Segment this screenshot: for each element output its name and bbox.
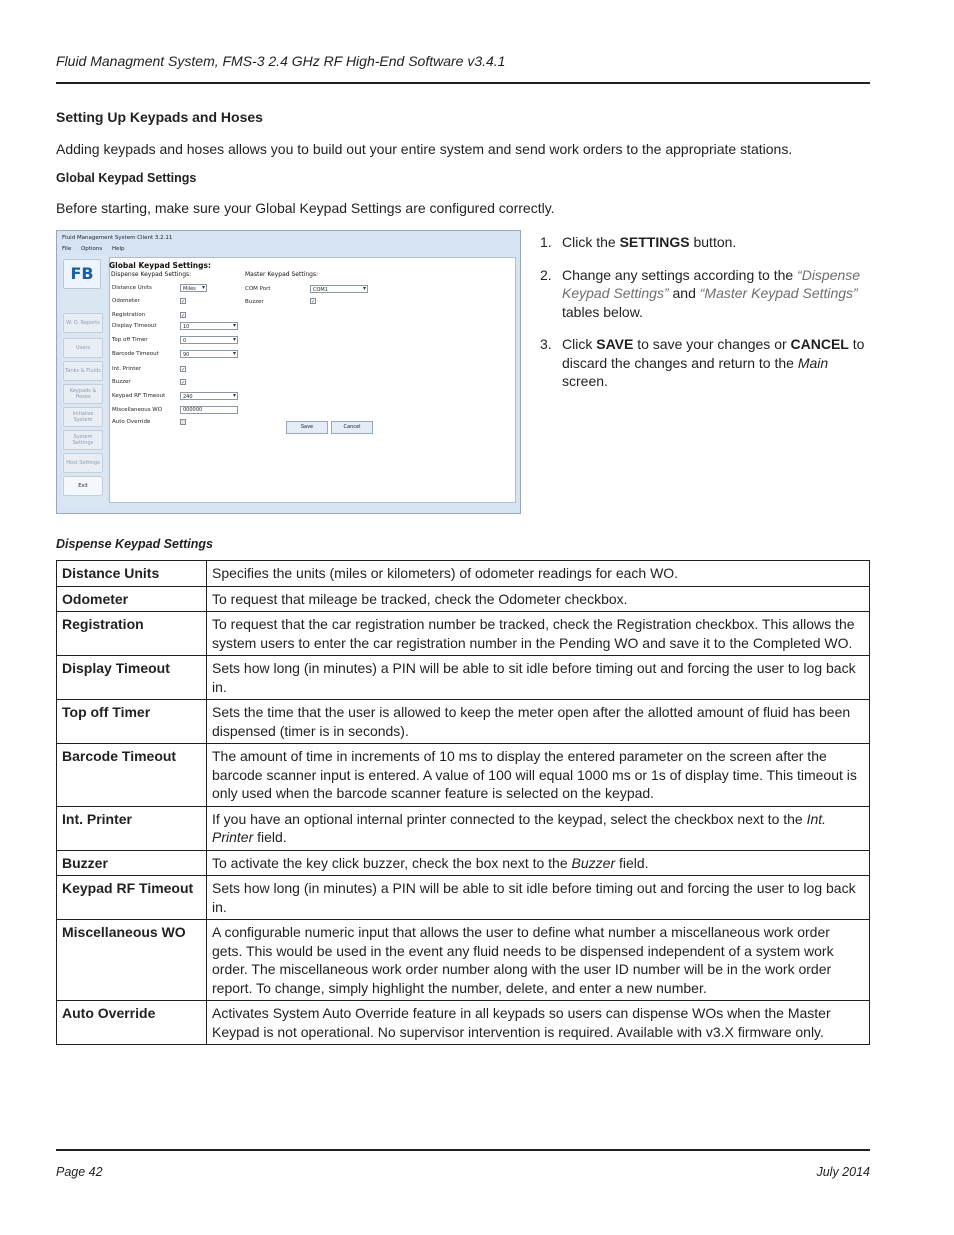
step-1 xyxy=(540,233,870,252)
description-text: field. xyxy=(615,854,649,871)
distance-units-label: Distance Units xyxy=(112,285,152,291)
cancel-button[interactable]: Cancel xyxy=(331,421,373,434)
dispense-heading: Dispense Keypad Settings: xyxy=(111,271,192,278)
sidebar-exit[interactable]: Exit xyxy=(63,476,103,496)
panel-title: Global Keypad Settings: xyxy=(109,261,211,270)
table-row xyxy=(57,876,870,920)
description-cell xyxy=(207,806,870,850)
description-cell: To request that mileage be tracked, check the Odometer checkbox. xyxy=(207,586,870,612)
term-cell: Registration xyxy=(57,612,207,656)
description-cell: A configurable numeric input that allows the user to define what number a miscellaneous work order gets. This would be used in the event any fluid needs to be dispensed independent of a system work order. The miscellaneous work order number along with the user ID number will be in the work order report. To change, simply highlight the number, delete, and enter a new number. xyxy=(207,920,870,1001)
table-caption: Dispense Keypad Settings xyxy=(56,537,213,551)
step-number: 2. xyxy=(540,266,552,283)
step-text: button. xyxy=(689,234,737,250)
table-row xyxy=(57,700,870,744)
running-head: Fluid Managment System, FMS-3 2.4 GHz RF High-End Software v3.4.1 xyxy=(56,53,506,69)
save-button[interactable]: Save xyxy=(286,421,328,434)
misc-wo-input[interactable]: 000000 xyxy=(180,406,238,414)
steps-list xyxy=(540,233,870,405)
sidebar-system-settings[interactable]: System Settings xyxy=(63,430,103,450)
description-cell: Activates System Auto Override feature in all keypads so users can dispense WOs when the Master Keypad is not operational. No supervisor intervention is required. Available with v3.X firmware only. xyxy=(207,1001,870,1045)
publication-date: July 2014 xyxy=(816,1165,870,1179)
com-port-select[interactable]: COM1 ▾ xyxy=(310,285,368,293)
description-cell: Sets how long (in minutes) a PIN will be able to sit idle before timing out and forcing the user to log back in. xyxy=(207,876,870,920)
step-text: Click the xyxy=(562,234,620,250)
keypad-rf-timeout-select[interactable]: 240 ▾ xyxy=(180,392,238,400)
table-row xyxy=(57,806,870,850)
table-row xyxy=(57,586,870,612)
step-text: Click xyxy=(562,336,597,352)
description-emphasis: Buzzer xyxy=(571,854,616,871)
sidebar-keypads-hoses[interactable]: Keypads & Hoses xyxy=(63,384,103,404)
table-row xyxy=(57,1001,870,1045)
app-window-title: Fluid Management System Client 3.2.11 xyxy=(62,235,173,241)
header-rule xyxy=(56,82,870,84)
footer-rule xyxy=(56,1149,870,1151)
sidebar-initialize-system[interactable]: Initialize System xyxy=(63,407,103,427)
step-keyword: SAVE xyxy=(596,336,634,352)
table-row xyxy=(57,612,870,656)
step-emphasis: Main xyxy=(797,354,829,371)
term-cell: Miscellaneous WO xyxy=(57,920,207,1001)
step-keyword: CANCEL xyxy=(790,336,849,352)
step-text: to discard the changes and return to the xyxy=(562,336,865,371)
buzzer-checkbox[interactable]: ✓ xyxy=(181,380,186,386)
top-off-timer-select[interactable]: 0 ▾ xyxy=(180,336,238,344)
top-off-timer-label: Top off Timer xyxy=(112,337,148,343)
app-menu-bar xyxy=(62,246,133,252)
step-keyword: SETTINGS xyxy=(619,234,690,250)
distance-units-select[interactable]: Miles ▾ xyxy=(180,284,207,292)
table-row xyxy=(57,744,870,807)
step-3 xyxy=(540,335,870,391)
odometer-checkbox[interactable]: ✓ xyxy=(181,299,186,305)
description-cell: Specifies the units (miles or kilometers) of odometer readings for each WO. xyxy=(207,561,870,587)
description-text: field. xyxy=(253,829,287,845)
term-cell: Top off Timer xyxy=(57,700,207,744)
auto-override-label: Auto Override xyxy=(112,419,151,425)
step-text: screen. xyxy=(562,373,608,389)
table-row xyxy=(57,561,870,587)
description-cell: The amount of time in increments of 10 ms to display the entered parameter on the screen after the barcode scanner input is entered. A value of 100 will equal 1000 ms or 1s of display time. This timeout is only used when the barcode scanner feature is selected on the keypad. xyxy=(207,744,870,807)
table-row xyxy=(57,850,870,876)
keypad-rf-timeout-label: Keypad RF Timeout xyxy=(112,393,166,399)
term-cell: Odometer xyxy=(57,586,207,612)
term-cell: Keypad RF Timeout xyxy=(57,876,207,920)
term-cell: Auto Override xyxy=(57,1001,207,1045)
display-timeout-select[interactable]: 10 ▾ xyxy=(180,322,238,330)
com-port-label: COM Port xyxy=(245,286,271,292)
misc-wo-label: Miscellaneous WO xyxy=(112,407,163,413)
term-cell: Display Timeout xyxy=(57,656,207,700)
table-row xyxy=(57,920,870,1001)
description-cell: Sets the time that the user is allowed to keep the meter open after the allotted amount of fluid has been dispensed (timer is in seconds). xyxy=(207,700,870,744)
display-timeout-label: Display Timeout xyxy=(112,323,157,329)
term-cell: Distance Units xyxy=(57,561,207,587)
master-heading: Master Keypad Settings: xyxy=(245,271,319,278)
description-cell: To request that the car registration number be tracked, check the Registration checkbox. This allows the system users to enter the car registration number in the Pending WO and save it to the Completed WO. xyxy=(207,612,870,656)
section-title: Setting Up Keypads and Hoses xyxy=(56,109,263,125)
registration-checkbox[interactable]: ✓ xyxy=(181,313,186,319)
dispense-settings-table xyxy=(56,560,870,1045)
master-buzzer-label: Buzzer xyxy=(245,299,264,305)
app-screenshot xyxy=(56,230,521,514)
step-text: and xyxy=(668,285,700,301)
sidebar-wo-reports[interactable]: W. O. Reports xyxy=(63,313,103,333)
auto-override-checkbox[interactable] xyxy=(180,419,186,425)
description-text: If you have an optional internal printer connected to the keypad, select the checkbox next to the xyxy=(212,810,807,827)
step-reference: “Master Keypad Settings” xyxy=(699,285,858,301)
step-text: tables below. xyxy=(562,303,643,320)
description-cell: Sets how long (in minutes) a PIN will be able to sit idle before timing out and forcing the user to log back in. xyxy=(207,656,870,700)
description-cell xyxy=(207,850,870,876)
term-cell: Buzzer xyxy=(57,850,207,876)
barcode-timeout-label: Barcode Timeout xyxy=(112,351,159,357)
company-logo: FB xyxy=(63,259,101,289)
registration-label: Registration xyxy=(112,312,146,318)
before-paragraph: Before starting, make sure your Global Keypad Settings are configured correctly. xyxy=(56,200,555,216)
sidebar-users[interactable]: Users xyxy=(63,338,103,358)
description-text: To activate the key click buzzer, check the box next to the xyxy=(212,854,572,871)
step-number: 3. xyxy=(540,336,552,352)
page-number: Page 42 xyxy=(56,1165,103,1179)
buzzer-label: Buzzer xyxy=(112,379,131,385)
int-printer-label: Int. Printer xyxy=(112,366,142,372)
step-2 xyxy=(540,266,870,322)
int-printer-checkbox[interactable]: ✓ xyxy=(181,367,186,373)
menu-help[interactable]: Help xyxy=(111,246,125,252)
step-text: Change any settings according to the xyxy=(562,266,798,283)
description-emphasis: Int. Printer xyxy=(212,810,827,845)
intro-paragraph: Adding keypads and hoses allows you to build out your entire system and send work orders to the appropriate stations. xyxy=(56,141,793,157)
term-cell: Int. Printer xyxy=(57,806,207,850)
subsection-title: Global Keypad Settings xyxy=(56,171,197,185)
odometer-label: Odometer xyxy=(112,298,140,304)
step-text: to save your changes or xyxy=(633,336,791,352)
sidebar-host-settings[interactable]: Host Settings xyxy=(63,453,103,473)
term-cell: Barcode Timeout xyxy=(57,744,207,807)
master-buzzer-checkbox[interactable]: ✓ xyxy=(311,299,316,305)
step-number: 1. xyxy=(540,234,552,250)
menu-options[interactable]: Options xyxy=(80,246,103,252)
sidebar-tanks-fluids[interactable]: Tanks & Fluids xyxy=(63,361,103,381)
table-row xyxy=(57,656,870,700)
menu-file[interactable]: File xyxy=(62,246,72,252)
step-reference: “Dispense Keypad Settings” xyxy=(562,266,861,301)
barcode-timeout-select[interactable]: 90 ▾ xyxy=(180,350,238,358)
